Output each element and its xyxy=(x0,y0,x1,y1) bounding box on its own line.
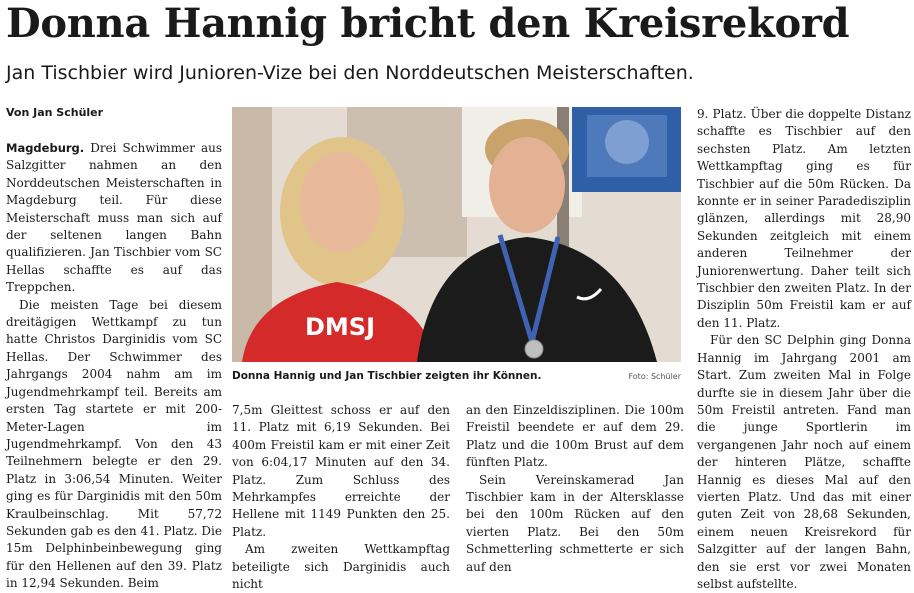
photo-shirt-text: DMSJ xyxy=(304,313,376,341)
article-paragraph-2-continued: 7,5m Gleittest schoss er auf den 11. Platz mit 6,19 Sekunden. Bei 400m Freistil kam er mit einer Zeit von 6:04,17 Minuten auf den 34. Platz. Zum Schluss des Mehrkampfes erreichte der Hellene mit 1149 Punkten den 25. Platz. xyxy=(232,403,450,539)
photo-caption-bar xyxy=(232,370,681,390)
article-paragraph-5: Für den SC Delphin ging Donna Hannig im Jahrgang 2001 am Start. Zum zweiten Mal in Folge durfte sie in diesem Jahr über die 50m Freistil antreten. Fand man die junge Sportlerin im vergangenen Jahr noch auf einem der hinteren Plätze, schaffte Hannig es dieses Mal auf den vierten Platz. Und das mit einer guten Zeit von 28,68 Sekunden, einem neuen Kreisrekord für Salzgitter auf der langen Bahn, den sie erst vor zwei Monaten selbst aufstellte. xyxy=(697,333,911,591)
article-headline: Donna Hannig bricht den Kreisrekord xyxy=(6,0,850,47)
article-lead: Drei Schwimmer aus Salzgitter nahmen an den Norddeutschen Meisterschaften in Magdeburg teil. Für diese Meisterschaft muss man sich auf der seltenen langen Bahn qualifizieren. Jan Tischbier vom SC Hellas schaffte es auf das Treppchen. xyxy=(6,141,222,295)
photo-caption: Donna Hannig und Jan Tischbier zeigten ihr Können. xyxy=(232,370,542,382)
article-dateline: Magdeburg. xyxy=(6,141,85,155)
article-paragraph-4: Sein Vereinskamerad Jan Tischbier kam in der Altersklasse bei den 100m Rücken auf den vierten Platz. Bei den 50m Schmetterling schmetterte er sich auf den xyxy=(466,472,684,574)
article-byline: Von Jan Schüler xyxy=(6,106,104,119)
article-column-4 xyxy=(697,106,911,591)
article-paragraph-3-continued: an den Einzeldisziplinen. Die 100m Freistil beendete er auf dem 29. Platz und die 100m Brust auf dem fünften Platz. xyxy=(466,403,684,470)
article-column-1 xyxy=(6,140,222,591)
article-paragraph-2: Die meisten Tage bei diesem dreitägigen Wettkampf zu tun hatte Christos Darginidis vom SC Hellas. Der Schwimmer des Jahrgangs 2004 nahm am im Jugendmehrkampf teil. Bereits am ersten Tag startete er mit 200-Meter-Lagen im Jugendmehrkampf. Von den 43 Teilnehmern belegte er den 29. Platz in 3:06,54 Minuten. Weiter ging es für Darginidis mit den 50m Kraulbeinschlag. Mit 57,72 Sekunden gab es den 41. Platz. Die 15m Delphinbeinbewegung ging für den Hellenen auf den 39. Platz in 12,94 Sekunden. Beim xyxy=(6,297,222,591)
article-subheadline: Jan Tischbier wird Junioren-Vize bei den Norddeutschen Meisterschaften. xyxy=(6,62,694,84)
article-column-3 xyxy=(466,402,684,574)
article-paragraph-4-continued: 9. Platz. Über die doppelte Distanz schaffte es Tischbier auf den sechsten Platz. Am letzten Wettkampftag ging es für Tischbier auf die 50m Rücken. Da konnte er in seiner Paradedisziplin glänzen, allerdings mit 28,90 Sekunden zeitgleich mit einem anderen Teilnehmer der Juniorenwertung. Daher teilt sich Tischbier den zweiten Platz. In der Disziplin 50m Freistil kam er auf den 11. Platz. xyxy=(697,107,911,330)
article-paragraph-3: Am zweiten Wettkampftag beteiligte sich Darginidis auch nicht xyxy=(232,542,450,592)
photo-credit: Foto: Schüler xyxy=(628,372,681,381)
article-photo xyxy=(232,107,681,362)
article-column-2 xyxy=(232,402,450,592)
